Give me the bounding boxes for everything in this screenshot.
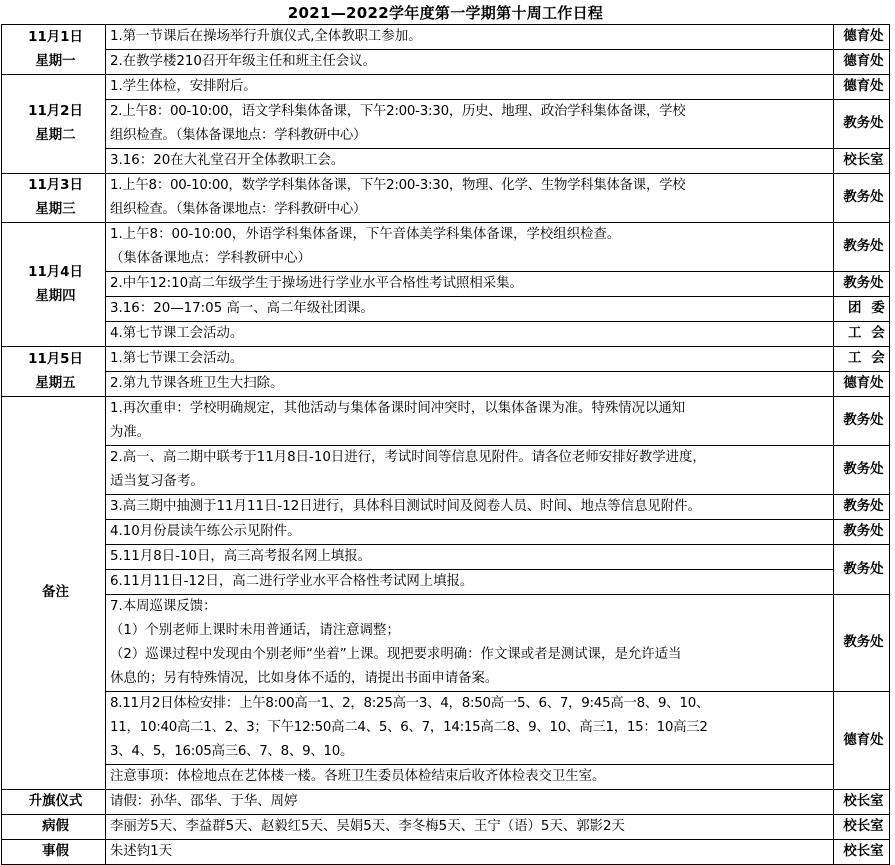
item-line: 1.上午8：00-10:00，数学学科集体备课，下午2:00-3:30，物理、化学、生物学科集体备课，学校 (110, 178, 686, 193)
item-line: 为准。 (110, 425, 151, 440)
department-cell: 教务处 (834, 446, 890, 495)
day-date: 11月1日 (28, 29, 83, 45)
item-line: 组织检查。（集体备课地点：学科教研中心） (110, 128, 367, 143)
day-cell-wednesday (2, 174, 106, 223)
department-cell: 校长室 (834, 815, 890, 840)
notes-label-cell: 备注 (2, 397, 106, 790)
table-row (2, 545, 890, 570)
department-cell: 德育处 (834, 75, 890, 100)
note-item: 6.11月11日-12日，高二进行学业水平合格性考试网上填报。 (106, 570, 834, 595)
day-cell-friday (2, 347, 106, 397)
note-item: 注意事项：体检地点在艺体楼一楼。各班卫生委员体检结束后收齐体检表交卫生室。 (106, 765, 834, 790)
department-cell: 教务处 (834, 223, 890, 272)
item-line: 组织检查。（集体备课地点：学科教研中心） (110, 202, 367, 217)
item-line: 3、4、5，16:05高三6、7、8、9、10。 (110, 744, 354, 759)
note-item (106, 446, 834, 495)
note-item (106, 397, 834, 446)
department-label: 团委 (848, 301, 895, 316)
table-row (2, 495, 890, 520)
department-cell: 校长室 (834, 149, 890, 174)
table-row (2, 840, 890, 865)
personal-leave-label: 事假 (2, 840, 106, 865)
schedule-item: 2.第九节课各班卫生大扫除。 (106, 372, 834, 397)
table-row (2, 322, 890, 347)
department-cell: 教务处 (834, 595, 890, 692)
table-row (2, 520, 890, 545)
department-cell: 德育处 (834, 692, 890, 790)
department-cell: 教务处 (834, 397, 890, 446)
schedule-item: 1.学生体检，安排附后。 (106, 75, 834, 100)
table-row (2, 765, 890, 790)
department-cell: 教务处 (834, 100, 890, 149)
table-row (2, 223, 890, 272)
table-row (2, 790, 890, 815)
day-date: 11月2日 (28, 104, 83, 119)
day-date: 11月3日 (28, 178, 83, 193)
item-line: 1.上午8：00-10:00，外语学科集体备课，下午音体美学科集体备课，学校组织检查。 (110, 227, 621, 242)
day-weekday: 星期三 (35, 202, 76, 217)
department-cell (834, 297, 895, 322)
schedule-item: 3.16：20在大礼堂召开全体教职工会。 (106, 149, 834, 174)
leave-item: 朱述钧1天 (106, 840, 834, 865)
note-item: 4.10月份晨读午练公示见附件。 (106, 520, 834, 545)
schedule-item: 2.中午12:10高二年级学生于操场进行学业水平合格性考试照相采集。 (106, 272, 834, 297)
item-line: 2.上午8：00-10:00，语文学科集体备课，下午2:00-3:30，历史、地理、政治学科集体备课，学校 (110, 104, 686, 119)
item-line: 2.高一、高二期中联考于11月8日-10日进行，考试时间等信息见附件。请各位老师安排好教学进度， (110, 450, 706, 465)
table-row (2, 570, 890, 595)
day-cell-tuesday (2, 75, 106, 174)
table-row (2, 25, 890, 50)
item-line: （2）巡课过程中发现由个别老师“坐着”上课。现把要求明确：作文课或者是测试课，是允许适当 (110, 647, 682, 662)
table-row (2, 100, 890, 149)
table-row (2, 372, 890, 397)
day-weekday: 星期五 (35, 375, 76, 391)
item-line: 1.再次重申：学校明确规定，其他活动与集体备课时间冲突时，以集体备课为准。特殊情况以通知 (110, 401, 686, 416)
department-cell: 校长室 (834, 840, 890, 865)
schedule-item (106, 174, 834, 223)
item-line: 11，10:40高二1、2、3；下午12:50高二4、5、6、7，14:15高二8、9、10、高三1，15：10高三2 (110, 720, 708, 735)
table-row (2, 446, 890, 495)
department-cell (834, 347, 895, 372)
department-cell: 教务处 (834, 545, 890, 595)
note-item (106, 595, 834, 692)
department-label: 工会 (848, 326, 895, 341)
schedule-item: 1.第一节课后在操场举行升旗仪式,全体教职工参加。 (106, 25, 834, 50)
department-cell (834, 322, 895, 347)
day-weekday: 星期四 (35, 288, 76, 304)
note-item: 5.11月8日-10日，高三高考报名网上填报。 (106, 545, 834, 570)
day-weekday: 星期一 (35, 53, 76, 69)
day-date: 11月5日 (28, 351, 83, 367)
item-line: （1）个别老师上课时未用普通话，请注意调整； (110, 623, 400, 638)
department-label: 工会 (848, 351, 895, 366)
note-item (106, 692, 834, 765)
schedule-item: 3.16：20—17:05 高一、高二年级社团课。 (106, 297, 834, 322)
schedule-item (106, 223, 834, 272)
table-row (2, 595, 890, 692)
sick-leave-label: 病假 (2, 815, 106, 840)
department-cell: 校长室 (834, 790, 890, 815)
day-date: 11月4日 (28, 264, 83, 280)
flag-ceremony-label: 升旗仪式 (2, 790, 106, 815)
day-cell-thursday (2, 223, 106, 347)
table-row (2, 815, 890, 840)
item-line: 适当复习备考。 (110, 474, 204, 489)
schedule-item: 1.第七节课工会活动。 (106, 347, 834, 372)
table-row (2, 174, 890, 223)
table-row (2, 272, 890, 297)
table-row (2, 50, 890, 75)
department-cell: 德育处 (834, 50, 890, 75)
leave-item: 李丽芳5天、李益群5天、赵毅红5天、吴娟5天、李冬梅5天、王宁（语）5天、郭影2天 (106, 815, 834, 840)
department-cell: 教务处 (834, 272, 890, 297)
schedule-item: 4.第七节课工会活动。 (106, 322, 834, 347)
department-cell: 教务处 (834, 495, 890, 520)
department-cell: 教务处 (834, 520, 890, 545)
table-row (2, 75, 890, 100)
item-line: （集体备课地点：学科教研中心） (110, 251, 311, 266)
leave-item: 请假：孙华、邵华、于华、周婷 (106, 790, 834, 815)
schedule-table (1, 24, 895, 865)
item-line: 休息的；另有特殊情况，比如身体不适的，请提出书面申请备案。 (110, 671, 499, 686)
table-row (2, 692, 890, 765)
item-line: 8.11月2日体检安排：上午8:00高一1、2，8:25高一3、4，8:50高一5、6、7，9:45高一8、9、10、 (110, 696, 710, 711)
table-row (2, 347, 890, 372)
table-row (2, 297, 890, 322)
day-cell-monday (2, 25, 106, 75)
schedule-title: 2021—2022学年度第一学期第十周工作日程 (287, 4, 604, 22)
day-weekday: 星期二 (35, 128, 76, 143)
table-row (2, 397, 890, 446)
schedule-item: 2.在教学楼210召开年级主任和班主任会议。 (106, 50, 834, 75)
note-item: 3.高三期中抽测于11月11日-12日进行，具体科目测试时间及阅卷人员、时间、地点等信息见附件。 (106, 495, 834, 520)
table-row (2, 149, 890, 174)
department-cell: 德育处 (834, 25, 890, 50)
department-cell: 德育处 (834, 372, 890, 397)
department-cell: 教务处 (834, 174, 890, 223)
item-line: 7.本周巡课反馈： (110, 599, 217, 614)
schedule-item (106, 100, 834, 149)
